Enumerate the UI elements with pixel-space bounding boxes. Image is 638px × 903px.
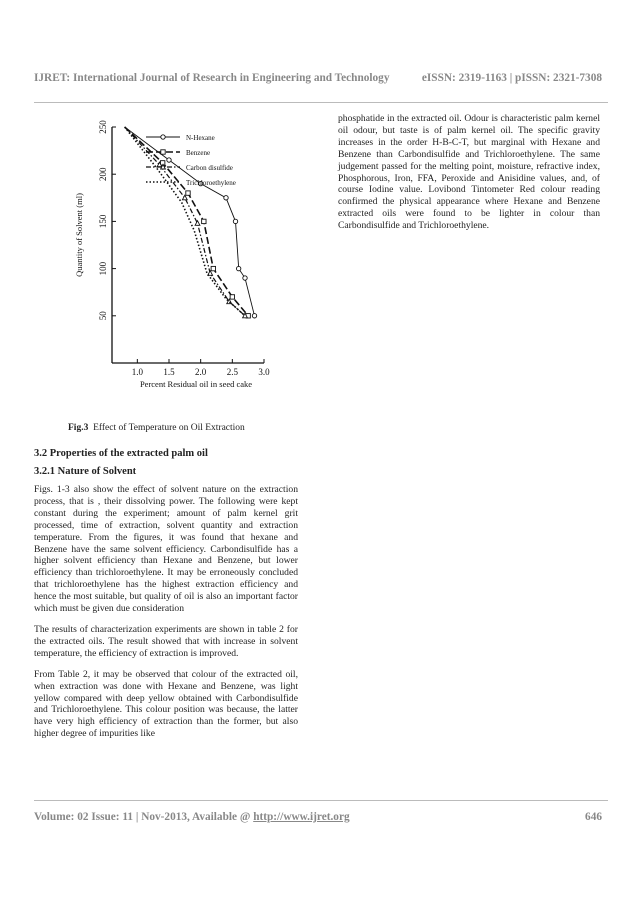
x-axis-label: Percent Residual oil in seed cake xyxy=(139,379,253,389)
data-point xyxy=(195,221,200,226)
data-point xyxy=(186,191,190,195)
journal-title: IJRET: International Journal of Research in Engineering and Technology xyxy=(34,72,390,84)
data-point xyxy=(230,295,234,299)
footer-link[interactable]: http://www.ijret.org xyxy=(253,811,350,823)
data-point xyxy=(252,314,256,318)
figure-label: Fig.3 xyxy=(68,423,89,433)
y-tick-label: 250 xyxy=(98,120,108,134)
section-heading: 3.2 Properties of the extracted palm oil xyxy=(34,448,208,459)
y-axis-label: Quantity of Solvent (ml) xyxy=(74,193,84,277)
left-column-text xyxy=(34,484,298,749)
x-tick-label: 3.0 xyxy=(258,367,270,377)
paragraph: phosphatide in the extracted oil. Odour is characteristic palm kernel oil odour, but taste is of palm kernel oil. The specific gravity increases in the order H-B-C-T, but marginal with Hexane and Benzene than Carbondisulfide and Trichloroethylene. The same judgement passed for the melting point, moisture, refractive index, Phosphorous, Iron, FFA, Peroxide and Anisidine values, and, of course Iodine value. Lovibond Tintometer Red colour reading confirmed the physical appearance where Hexane and Benzene extracted oils were found to be lighter in colour than Carbondisulfide and Trichloroethylene. xyxy=(338,113,600,232)
y-tick-label: 150 xyxy=(98,214,108,229)
legend-label: Carbon disulfide xyxy=(186,164,233,172)
data-point xyxy=(161,135,165,139)
header-rule xyxy=(34,102,608,103)
y-tick-label: 50 xyxy=(98,311,108,321)
data-point xyxy=(161,150,165,154)
data-point xyxy=(167,158,171,162)
legend-label: Trichloroethylene xyxy=(186,179,236,187)
paragraph: From Table 2, it may be observed that colour of the extracted oil, when extraction was done with Hexane and Benzene, was light yellow compared with deep yellow obtained with Carbondisulfide and Trichloroethylene. This colour position was because, the latter have very high efficiency of extraction than the former, but also higher degree of impurities like xyxy=(34,668,298,740)
paragraph: Figs. 1-3 also show the effect of solvent nature on the extraction process, that is , their dissolving power. The following were kept constant during the experiment; amount of palm kernel grit processed, time of extraction, solvent quantity and extraction temperature. From the figures, it was found that hexane and Benzene have the same solvent efficiency. Carbondisulfide has a higher solvent efficiency than Hexane and Benzene, but lower efficiency than trichloroethylene. It may be erroneously concluded that trichloroethylene has the highest extraction efficiency and hence the most suitable, but quality of oil is also an important factor which must be given due consideration xyxy=(34,484,298,615)
page-number: 646 xyxy=(585,811,602,823)
data-point xyxy=(224,196,228,200)
footer-volume: Volume: 02 Issue: 11 | Nov-2013, Available @ xyxy=(34,811,251,823)
data-point xyxy=(211,266,215,270)
data-point xyxy=(243,276,247,280)
figure-chart xyxy=(68,115,300,415)
legend-label: N-Hexane xyxy=(186,134,215,142)
data-point xyxy=(236,266,240,270)
data-point xyxy=(233,219,237,223)
subsection-heading: 3.2.1 Nature of Solvent xyxy=(34,466,137,477)
figure-caption xyxy=(68,423,245,433)
paragraph: The results of characterization experiments are shown in table 2 for the extracted oils. The result showed that with increase in solvent temperature, the efficiency of extraction is improved. xyxy=(34,623,298,659)
data-point xyxy=(182,195,187,200)
x-tick-label: 1.0 xyxy=(131,367,143,377)
right-column-text xyxy=(338,113,600,241)
x-tick-label: 2.5 xyxy=(226,367,238,377)
issn: eISSN: 2319-1163 | pISSN: 2321-7308 xyxy=(421,72,602,84)
series-line xyxy=(125,127,245,316)
figure-caption-text: Effect of Temperature on Oil Extraction xyxy=(93,423,245,433)
data-point xyxy=(202,219,206,223)
x-tick-label: 1.5 xyxy=(163,367,175,377)
y-tick-label: 200 xyxy=(98,167,108,181)
series-line xyxy=(125,127,245,316)
page-footer xyxy=(34,811,608,823)
footer-rule xyxy=(34,800,608,801)
x-tick-label: 2.0 xyxy=(195,367,207,377)
legend-label: Benzene xyxy=(186,149,211,157)
page-header xyxy=(34,72,608,84)
y-tick-label: 100 xyxy=(98,261,108,276)
